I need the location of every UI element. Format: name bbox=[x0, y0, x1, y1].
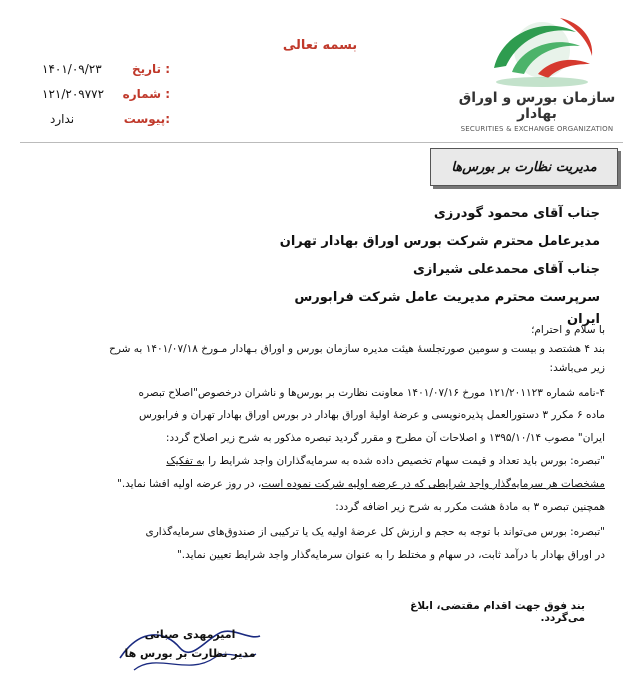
addressee-line: مدیرعامل محترم شرکت بورس اوراق بهادار تهران bbox=[279, 234, 600, 249]
signatory-title: مدیر نظارت بر بورس ها bbox=[124, 647, 256, 660]
date-label: تاریخ : bbox=[131, 62, 170, 76]
body-line: زیر می‌باشد: bbox=[549, 362, 605, 374]
body-line: ایران" مصوب ۱۳۹۵/۱۰/۱۴ و اصلاحات آن مطرح و مقرر گردید تبصره مذکور به شرح زیر اصلاح گردد: bbox=[165, 432, 605, 444]
date-row bbox=[20, 62, 170, 82]
number-value: ۱۲۱/۲۰۹۷۷۲ bbox=[42, 87, 105, 101]
number-row bbox=[20, 87, 170, 107]
attachment-label: پیوست: bbox=[123, 112, 170, 126]
department-box bbox=[430, 148, 618, 186]
department-title: مدیریت نظارت بر بورس‌ها bbox=[451, 159, 597, 175]
quote-line bbox=[25, 474, 605, 495]
organization-name-fa: سازمان بورس و اوراق بهادار bbox=[458, 90, 616, 122]
quote-line: "تبصره: بورس می‌تواند با توجه به حجم و ارزش کل عرضهٔ اولیه یک یا ترکیبی از صندوق‌های سرمایه‌گذاری bbox=[145, 526, 605, 538]
addressee-line: جناب آقای محمود گودرزی bbox=[433, 206, 600, 221]
body-line: بند ۴ هشتصد و بیست و سومین صورتجلسۀ هیئت مدیره سازمان بورس و اوراق بـهادار مـورخ ۱۴۰۱/۰۷/۱۸ به شرح bbox=[109, 343, 605, 355]
addressee-line: سرپرست محترم مدیریت عامل شرکت فرابورس ایران bbox=[294, 290, 600, 327]
attachment-value: ندارد bbox=[50, 112, 75, 126]
header-divider bbox=[20, 142, 623, 143]
addressee-line: جناب آقای محمدعلی شیرازی bbox=[413, 262, 600, 277]
quote-text: "تبصره: بورس باید تعداد و قیمت سهام تخصیص داده شده به سرمایه‌گذاران واجد شرایط را bbox=[204, 455, 605, 467]
blessing-heading: بسمه تعالی bbox=[282, 38, 358, 53]
greeting: با سلام و احترام؛ bbox=[531, 324, 605, 336]
quote-line: در اوراق بهادار با درآمد ثابت، در سهام و مختلط را به عنوان سرمایه‌گذار واجد شرایط تعیین نماید." bbox=[176, 549, 605, 561]
body-line: همچنین تبصره ۳ به مادهٔ هشت مکرر به شرح زیر اضافه گردد: bbox=[335, 501, 605, 513]
quote-text: ، در روز عرضه اولیه افشا نماید." bbox=[116, 478, 262, 490]
underlined-text: به تفکیک bbox=[166, 455, 205, 467]
organization-name-en: SECURITIES & EXCHANGE ORGANIZATION bbox=[460, 125, 614, 133]
quote-line bbox=[25, 451, 605, 472]
attachment-row bbox=[20, 112, 170, 132]
body-line: ۴-نامه شماره ۱۲۱/۲۰۱۱۲۳ مورخ ۱۴۰۱/۰۷/۱۶ معاونت نظارت بر بورس‌ها و ناشران درخصوص"اصلاح تبصره bbox=[138, 387, 605, 399]
underlined-text: مشخصات هر سرمایه‌گذار واجد شرایطی که در عرضه اولیه شرکت نموده است bbox=[261, 478, 605, 490]
date-value: ۱۴۰۱/۰۹/۲۳ bbox=[42, 62, 102, 76]
closing-line: بند فوق جهت اقدام مقتضی، ابلاغ می‌گردد. bbox=[410, 600, 585, 624]
sec-exchange-logo bbox=[468, 10, 606, 92]
body-line: ماده ۶ مکرر ۳ دستورالعمل پذیره‌نویسی و عرضهٔ اولیهٔ اوراق بهادار در بورس اوراق بهادار تهران و فرابورس bbox=[138, 409, 605, 421]
signatory-name: امیرمهدی صبائی bbox=[144, 628, 236, 641]
number-label: شماره : bbox=[122, 87, 170, 101]
